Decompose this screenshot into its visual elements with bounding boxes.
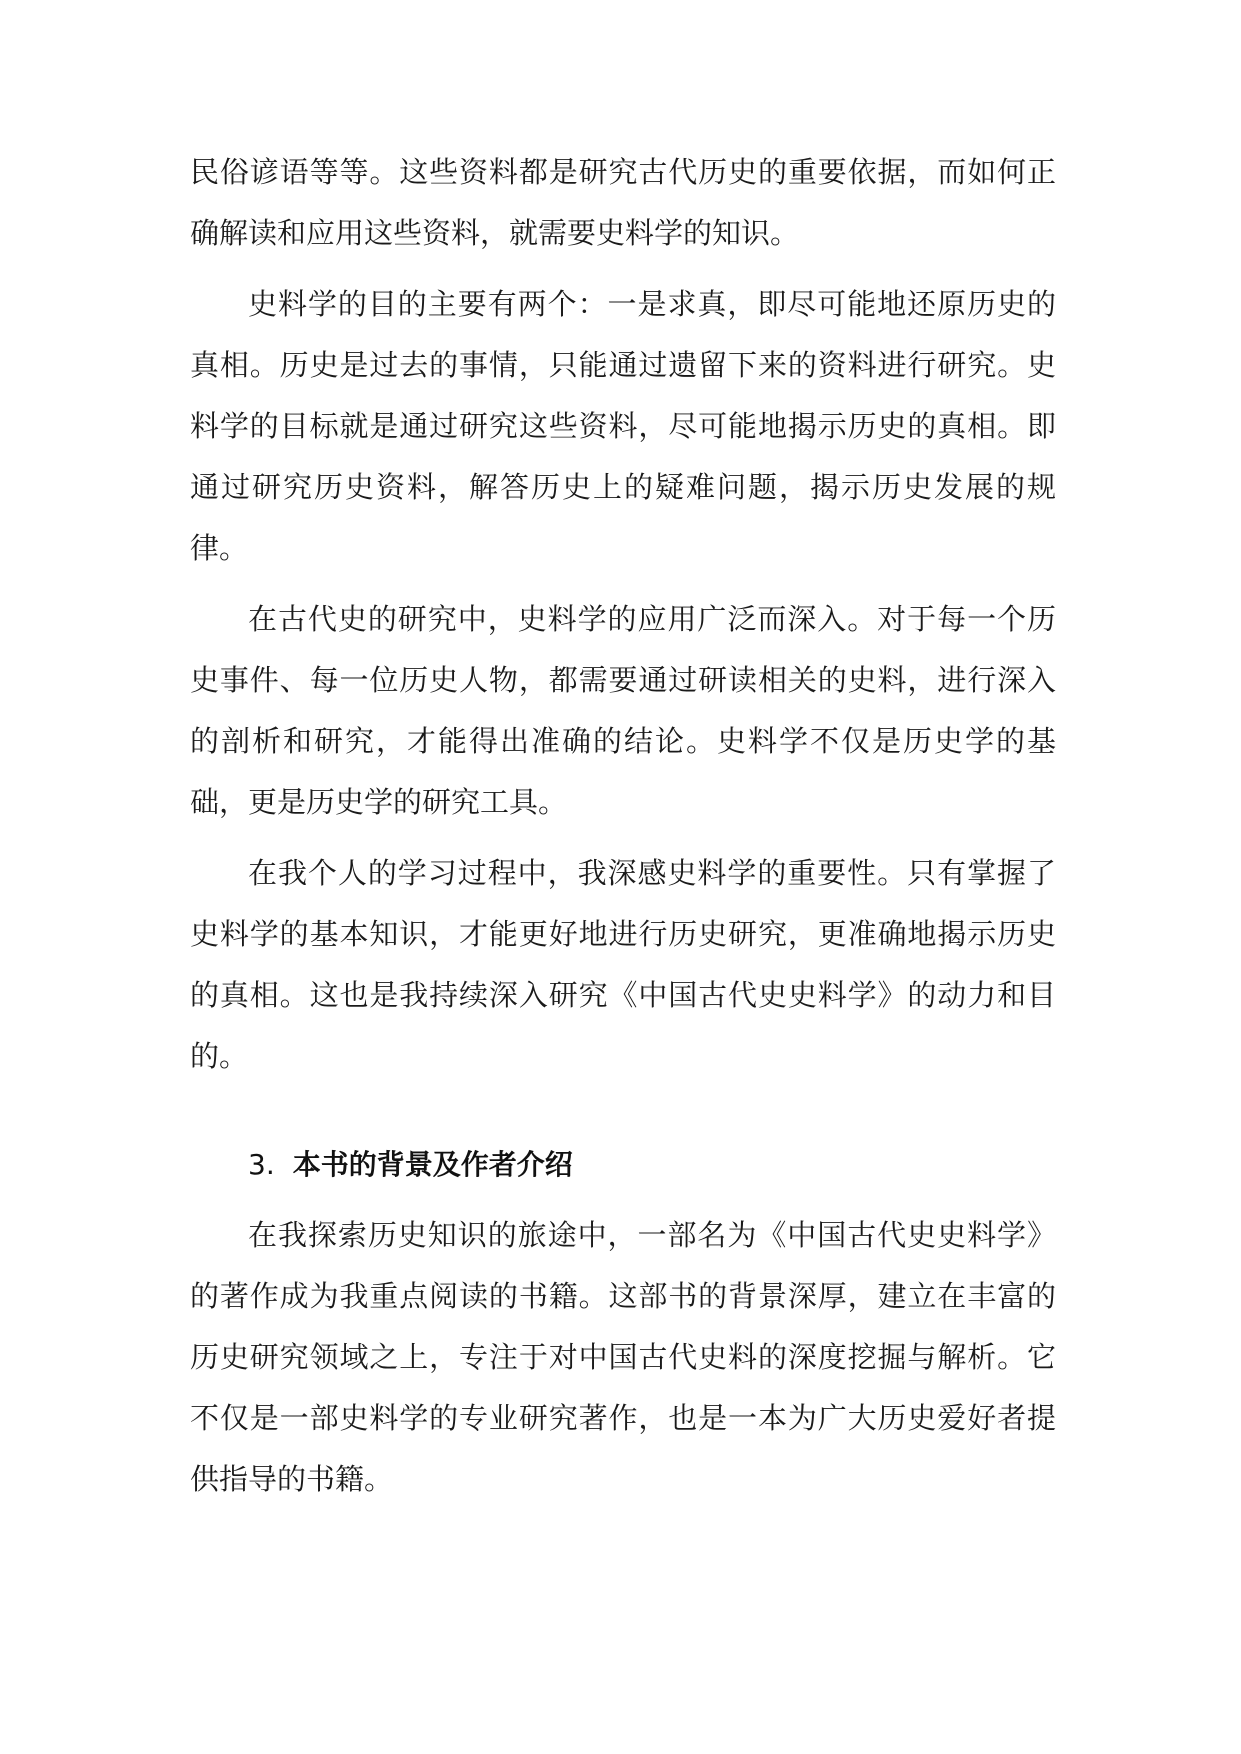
section-title: 本书的背景及作者介绍	[292, 1148, 573, 1181]
paragraph-continuation: 民俗谚语等等。这些资料都是研究古代历史的重要依据，而如何正确解读和应用这些资料，就需要史料学的知识。	[190, 155, 1056, 250]
paragraph-application: 在古代史的研究中，史料学的应用广泛而深入。对于每一个历史事件、每一位历史人物，都需要通过研读相关的史料，进行深入的剖析和研究，才能得出准确的结论。史料学不仅是历史学的基础，更是历史学的研究工具。	[190, 602, 1056, 819]
section-heading	[190, 1134, 1056, 1195]
section-number: 3.	[248, 1148, 275, 1181]
paragraph-personal: 在我个人的学习过程中，我深感史料学的重要性。只有掌握了史料学的基本知识，才能更好地进行历史研究，更准确地揭示历史的真相。这也是我持续深入研究《中国古代史史料学》的动力和目的。	[190, 856, 1056, 1073]
paragraph-book-background: 在我探索历史知识的旅途中，一部名为《中国古代史史料学》的著作成为我重点阅读的书籍。这部书的背景深厚，建立在丰富的历史研究领域之上，专注于对中国古代史料的深度挖掘与解析。它不仅是一部史料学的专业研究著作，也是一本为广大历史爱好者提供指导的书籍。	[190, 1218, 1056, 1496]
paragraph-purpose: 史料学的目的主要有两个：一是求真，即尽可能地还原历史的真相。历史是过去的事情，只能通过遗留下来的资料进行研究。史料学的目标就是通过研究这些资料，尽可能地揭示历史的真相。即通过研究历史资料，解答历史上的疑难问题，揭示历史发展的规律。	[190, 287, 1056, 565]
page-body	[190, 142, 1056, 1520]
